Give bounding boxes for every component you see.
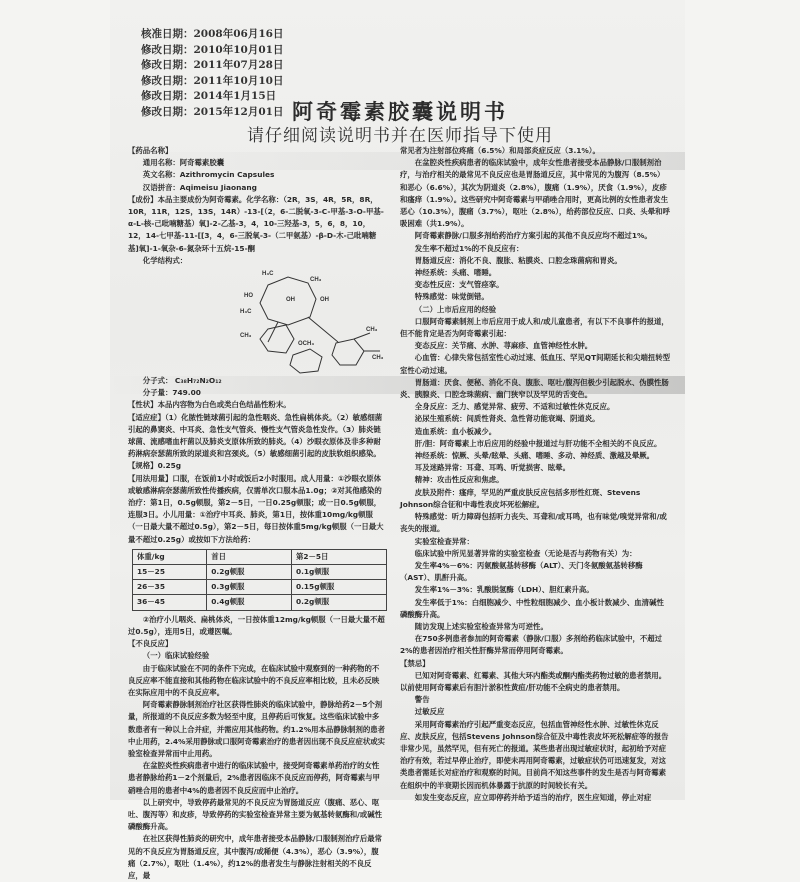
allergy-header: 过敏反应 [414,707,445,717]
paragraph: 神经系统：惊厥、头晕/眩晕、头痛、嗜睡、多动、神经质、激越及晕厥。 [414,451,654,461]
paragraph: 口服阿奇霉素制剂上市后应用于成人和/或儿童患者，有以下不良事件的报道，但不能肯定是否为阿奇霉素引起： [400,316,669,339]
table-header-row [133,549,387,564]
paragraph: 如发生变态反应，应立即停药并给予适当的治疗，医生应知道，停止对症 [414,792,652,802]
paragraph: 变态性反应：支气管痉挛。 [414,280,504,290]
paragraph: 神经系统：头痛、嗜睡。 [414,268,497,278]
contraindications-header: 【禁忌】 [400,658,430,668]
svg-text:H₃C: H₃C [262,271,274,278]
revision-date: 修改日期：2014年1月15日 [141,90,277,102]
revision-date: 修改日期：2015年12月01日 [141,105,284,118]
paragraph: 全身反应：乏力、感觉异常、疲劳、不适和过敏性休克反应。 [414,402,615,412]
molecule-diagram-icon [238,267,388,375]
table-cell: 36－45 [133,595,207,610]
revision-date: 修改日期：2011年10月10日 [141,74,284,87]
molecular-weight: 分子量：749.00 [142,388,201,398]
svg-text:CH₃: CH₃ [240,333,252,340]
svg-text:CH₃: CH₃ [366,327,378,334]
paragraph: 采用阿奇霉素治疗引起严重变态反应，包括血管神经性水肿、过敏性休克反应、皮肤反应，包括Stevens Johnson综合征及中毒性表皮坏死松解症等的报告非常少见，虽然罕见，但有死亡的报道。某些患者出现过敏症状时，起初给予对症治疗有效，若过早停止治疗，即使未再用阿奇霉素，过敏症状仍可迅速复发，对这类患者需延长对症治疗和观察的时间。目前尚不知这些事件的发生是否与阿奇霉素在组织中的半衰期长因而机体暴露于抗原的时间较长有关。 [400,719,669,790]
table-header: 首日 [207,549,292,564]
paragraph: 在750多例患者参加的阿奇霉素（静脉/口服）多剂给药临床试验中，不超过2%的患者因治疗相关性肝酶异常而停用阿奇霉素。 [400,634,663,656]
paragraph: 心血管：心律失常包括室性心动过速、低血压、罕见QT间期延长和尖端扭转型室性心动过速。 [400,353,671,375]
revision-date: 修改日期：2010年10月01日 [141,43,284,56]
paragraph: 肝/胆：阿奇霉素上市后应用的经验中报道过与肝功能不全相关的不良反应。 [414,438,662,448]
composition: 【成份】本品主要成份为阿奇霉素。化学名称：（2R，3S，4R，5R，8R，10R，11R，12S，13S，14R）-13-[（2，6-二脱氧-3-C-甲基-3-O-甲基-α-L-核-己吡喃糖基）氧]-2-乙基-3，4，10-三羟基-3，5，6，8，10，12，14-七甲基-11-[[3，4，6-三脱氧-3-（二甲氨基）-β-D-木-己吡喃糖基]氧]-1-氧杂-6-氮杂环十五烷-15-酮 [128,194,384,253]
paragraph: 随访发现上述实验室检查异常为可逆性。 [414,621,548,631]
table-header: 体重/kg [133,549,207,564]
english-name: 英文名称：Azithromycin Capsules [142,170,275,180]
document-subtitle: 请仔细阅读说明书并在医师指导下使用 [247,126,553,146]
paragraph: 发生率4%－6%：丙氨酸氨基转移酶（ALT）、天门冬氨酸氨基转移酶（AST）、肌酐升高。 [400,560,643,583]
paragraph: 在社区获得性肺炎的研究中，成年患者接受本品静脉/口服制剂治疗后最常见的不良反应为胃肠道反应，其中腹泻/或稀便（4.3%），恶心（3.9%），腹痛（2.7%），呕吐（1.4%），约12%的患者发生与静脉注射相关的不良反应，最 [128,834,382,880]
document-title: 阿奇霉素胶囊说明书 [292,100,508,124]
paragraph: 由于临床试验在不同的条件下完成，在临床试验中观察到的一种药物的不良反应率不能直接和其他药物在临床试验中的不良反应率相比较，且未必反映在实际应用中的不良反应率。 [128,663,380,697]
svg-text:OCH₃: OCH₃ [298,341,315,348]
paragraph: 泌尿生殖系统：间质性肾炎、急性肾功能衰竭、阴道炎。 [414,414,600,424]
properties: 【性状】本品内容物为白色或类白色结晶性粉末。 [128,400,291,410]
table-cell: 0.2g顿服 [291,595,386,610]
paragraph: 常见者为注射部位疼痛（6.5%）和局部炎症反应（3.1%）。 [400,146,600,155]
paragraph: 已知对阿奇霉素、红霉素、其他大环内酯类或酮内酯类药物过敏的患者禁用。以前使用阿奇霉素后有胆汁淤积性黄疸/肝功能不全病史的患者禁用。 [400,670,667,692]
table-row [133,580,387,595]
svg-text:CH₃: CH₃ [310,277,322,284]
svg-text:OH: OH [320,297,329,304]
paragraph: 阿奇霉素静脉制剂治疗社区获得性肺炎的临床试验中，静脉给药2－5个剂量，所报道的不良反应多数为轻至中度，且停药后可恢复。这些临床试验中多数患者有一种以上合并症，并需应用其他药物。约1.2%用本品静脉制剂的患者中止用药，2.4%采用静脉或口服阿奇霉素治疗的患者因出现不良反应症状或实验室检查异常而中止用药。 [128,700,386,758]
specification: 【规格】0.25g [128,461,182,471]
svg-text:CH₃: CH₃ [372,355,384,362]
right-column [400,145,670,804]
paragraph: 发生率1%－3%：乳酸脱氢酶（LDH）、胆红素升高。 [414,585,594,595]
pinyin-name: 汉语拼音：Aqimeisu Jiaonang [142,182,257,192]
paragraph: 特殊感觉：听力障碍包括听力丧失、耳聋和/或耳鸣，也有味觉/嗅觉异常和/或丧失的报道。 [400,512,667,534]
indications: 【适应症】（1）化脓性链球菌引起的急性咽炎、急性扁桃体炎。（2）敏感细菌引起的鼻窦炎、中耳炎、急性支气管炎、慢性支气管炎急性发作。（3）肺炎链球菌、流感嗜血杆菌以及肺炎支原体所致的肺炎。（4）沙眼衣原体及非多种耐药淋病奈瑟菌所致的尿道炎和宫颈炎。（5）敏感细菌引起的皮肤软组织感染。 [128,412,383,459]
paragraph: 精神：攻击性反应和焦虑。 [414,475,504,485]
svg-text:HO: HO [244,293,253,300]
paragraph: 胃肠道：厌食、便秘、消化不良、腹胀、呕吐/腹泻但极少引起脱水、伪膜性肠炎、胰腺炎、口腔念珠菌病、幽门狭窄以及罕见的舌变色。 [400,377,669,400]
generic-name: 通用名称：阿奇霉素胶囊 [142,158,225,168]
dosage-children: ②治疗小儿咽炎、扁桃体炎，一日按体重12mg/kg顿服（一日最大量不超过0.5g），连用5日，或遵医嘱。 [128,614,385,636]
left-column [128,145,386,882]
table-header: 第2－5日 [291,549,386,564]
svg-text:OH: OH [286,297,295,304]
paragraph: 胃肠道反应：消化不良、腹胀、粘膜炎、口腔念珠菌病和胃炎。 [414,255,622,265]
table-cell: 0.1g顿服 [291,565,386,580]
paragraph: 实验室检查异常： [414,536,474,546]
paragraph: 在盆腔炎性疾病患者的临床试验中，成年女性患者接受本品静脉/口服制剂治疗，与治疗相关的最常见不良反应也是胃肠道反应，其中常见的为腹泻（8.5%）和恶心（6.6%），其次为阴道炎（2.8%），腹痛（1.9%），厌食（1.9%），皮疹和瘙痒（1.9%）。这些研究中阿奇霉素与甲硝唑合用时，更高比例的女性患者发生恶心（10.3%），腹痛（3.7%），呕吐（2.8%），给药部位反应、口炎、头晕和呼吸困难（共1.9%）。 [400,158,670,229]
molecular-formula: 分子式： C₃₈H₇₂N₂O₁₂ [142,376,222,386]
paragraph: 发生率低于1%：白细胞减少、中性粒细胞减少、血小板计数减少、血清碱性磷酸酶升高。 [400,597,664,619]
svg-text:H₃C: H₃C [240,309,252,316]
dosage-table [132,549,387,611]
approval-date: 核准日期：2008年06月16日 [141,28,284,40]
structure-label: 化学结构式： [142,255,188,265]
table-row [133,565,387,580]
paragraph: 造血系统：血小板减少。 [414,426,497,436]
paragraph: 变态反应：关节痛、水肿、荨麻疹、血管神经性水肿。 [414,341,593,351]
warning-header: 警告 [414,695,430,705]
adverse-reactions-header: 【不良反应】 [128,639,173,649]
drug-name-header: 【药品名称】 [128,146,173,155]
post-marketing-header: （二）上市后应用的经验 [414,304,497,314]
paragraph: 特殊感觉：味觉倒错。 [414,292,489,302]
revision-date: 修改日期：2011年07月28日 [141,59,284,71]
paragraph: 在盆腔炎性疾病患者中进行的临床试验中，接受阿奇霉素单药治疗的女性患者静脉给药1－2个剂量后，2%患者因临床不良反应而停药，阿奇霉素与甲硝唑合用的患者中4%的患者因不良反应而中止治疗。 [128,761,380,795]
table-cell: 0.3g顿服 [207,580,292,595]
chemical-structure [238,267,386,375]
table-row [133,595,387,610]
paragraph: 耳及迷路异常：耳聋、耳鸣、听觉损害、眩晕。 [414,463,571,473]
clinical-trials-header: （一）临床试验经验 [142,651,210,661]
table-cell: 26－35 [133,580,207,595]
paragraph: 皮肤及附件：瘙痒，罕见的严重皮肤反应包括多形性红斑、Stevens Johnson综合征和中毒性表皮坏死松解症。 [400,487,641,509]
table-cell: 15－25 [133,565,207,580]
paragraph: 阿奇霉素静脉/口服多剂给药治疗方案引起的其他不良反应均不超过1%。 [414,231,652,241]
paragraph: 以上研究中，导致停药最常见的不良反应为胃肠道反应（腹痛、恶心、呕吐、腹泻等）和皮疹，导致停药的实验室检查异常主要为氨基转氨酶和/或碱性磷酸酶升高。 [128,797,382,832]
table-cell: 0.2g顿服 [207,565,292,580]
dosage: 【用法用量】口服，在饭前1小时或饭后2小时服用。成人用量：①沙眼衣原体或敏感淋病奈瑟菌所致性传播疾病，仅需单次口服本品1.0g；②对其他感染的治疗：第1日，0.5g顿服，第2－5日，一日0.25g顿服；或一日0.5g顿服，连服3日。小儿用量：①治疗中耳炎、肺炎，第1日，按体重10mg/kg顿服（一日最大量不超过0.5g），第2－5日，每日按体重5mg/kg顿服（一日最大量不超过0.25g）或按如下方法给药： [128,473,384,544]
table-cell: 0.15g顿服 [291,580,386,595]
paragraph: 临床试验中所见显著异常的实验室检查（无论是否与药物有关）为： [414,548,637,558]
table-cell: 0.4g顿服 [207,595,292,610]
paragraph: 发生率不超过1%的不良反应有： [414,243,524,253]
